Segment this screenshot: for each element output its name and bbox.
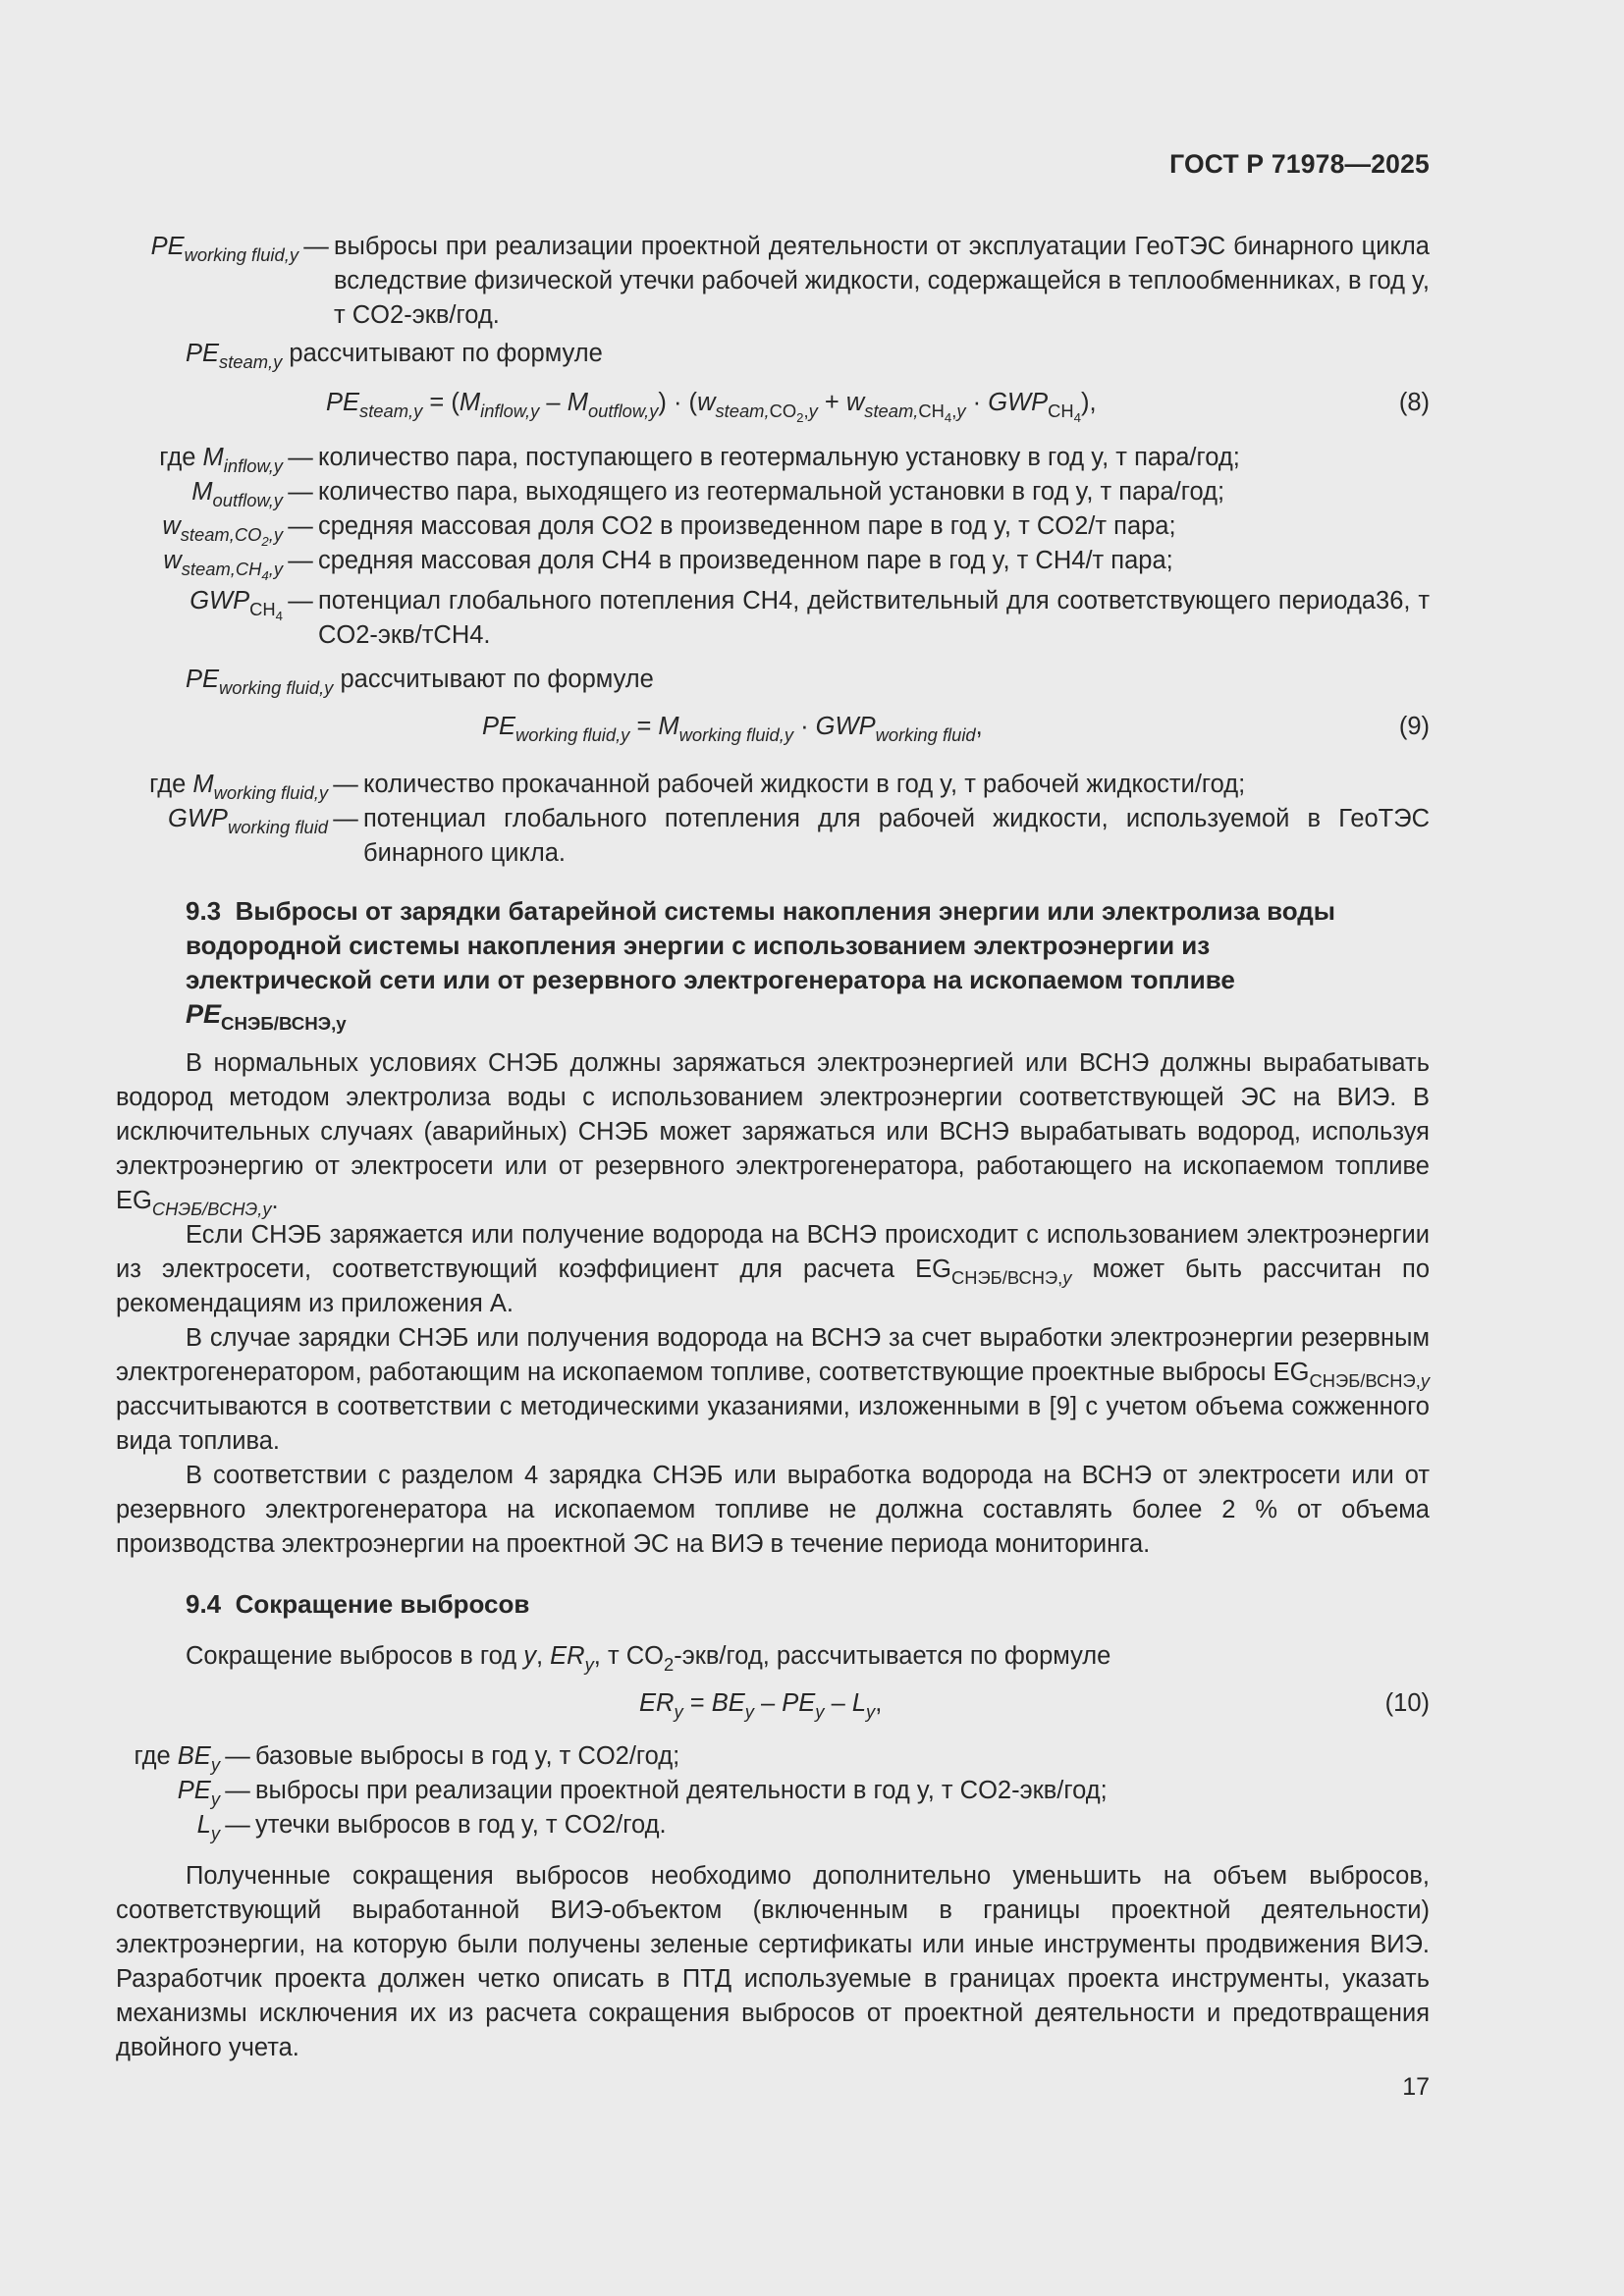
definition-row xyxy=(116,584,1430,653)
calc-intro-text: рассчитывают по формуле xyxy=(289,340,603,367)
section-number: 9.4 xyxy=(186,1589,222,1619)
definition-list-formula-10 xyxy=(116,1739,1430,1842)
calc-intro-working-fluid: $PE_{working fluid,y}$ рассчитывают по формуле xyxy=(186,666,654,698)
definition-term: $w_{steam,CH_4,y}$ xyxy=(163,547,283,583)
definition-term: $GWP_{CH_4}$ xyxy=(189,587,283,623)
definition-dash: — xyxy=(333,771,358,798)
where-label: где xyxy=(149,771,187,798)
where-label: где xyxy=(159,444,196,471)
paragraph: Если СНЭБ заряжается или получение водорода на ВСНЭ происходит с использованием электроэнергии из электросети, соответствующий коэффициент для расчета $EG_{СНЭБ/ВСНЭ,y}$ может быть рассчитан по рекомендациям из приложения А. xyxy=(116,1221,1431,1317)
definition-list-top xyxy=(116,230,1430,333)
formula-8 xyxy=(116,386,1430,423)
definition-description: выбросы при реализации проектной деятельности от эксплуатации ГеоТЭС бинарного цикла вследствие физической утечки рабочей жидкости, содержащейся в теплообменниках, в год y, т CO2-экв/год. xyxy=(334,233,1430,329)
definition-description: выбросы при реализации проектной деятельности в год y, т CO2-экв/год; xyxy=(255,1777,1108,1804)
definition-term: где $M_{inflow,y}$ xyxy=(159,444,283,476)
calc-intro-text: рассчитывают по формуле xyxy=(340,666,654,693)
definition-row xyxy=(116,802,1430,871)
formula-10 xyxy=(116,1686,1430,1724)
definition-dash: — xyxy=(288,478,313,506)
er-intro: Сокращение выбросов в год y, $ER_y$, т $CO_2-экв$/год, рассчитывается по формуле xyxy=(186,1642,1111,1675)
definition-description: средняя массовая доля CO2 в произведенном паре в год y, т CO2/т пара; xyxy=(318,512,1176,540)
definition-dash: — xyxy=(225,1777,250,1804)
definition-term: где $M_{working fluid,y}$ xyxy=(149,771,328,803)
definition-term: $L_y$ xyxy=(196,1811,220,1843)
calc-intro-steam: $PE_{steam,y}$ рассчитывают по формуле xyxy=(186,340,603,372)
section-9-3-heading: 9.3 Выбросы от зарядки батарейной системы накопления энергии или электролиза воды водородной системы накопления энергии с использованием электроэнергии из электрической сети или от резервного электрогенератора на ископаемом топливе $PE_{СНЭБ/ВСНЭ,y}$ xyxy=(186,896,1335,1035)
formula-9-number: (9) xyxy=(1398,713,1430,740)
definition-description: потенциал глобального потепления для рабочей жидкости, используемой в ГеоТЭС бинарного цикла. xyxy=(363,805,1430,867)
paragraph: В нормальных условиях СНЭБ должны заряжаться электроэнергией или ВСНЭ должны вырабатывать водород методом электролиза воды с использованием электроэнергии соответствующей ЭС на ВИЭ. В исключительных случаях (аварийных) СНЭБ может заряжаться или ВСНЭ вырабатывать водород, используя электроэнергию от электросети или от резервного электрогенератора, работающего на ископаемом топливе $EG_{СНЭБ/ВСНЭ,y}$. xyxy=(116,1049,1430,1219)
definition-term: $M_{outflow,y}$ xyxy=(191,478,283,510)
definition-row xyxy=(116,509,1430,549)
definition-row xyxy=(116,1739,1430,1774)
definition-list-formula-9 xyxy=(116,768,1430,871)
definition-term: $PE_{working fluid,y}$ xyxy=(150,233,298,265)
definition-term: $GWP_{working fluid}$ xyxy=(168,805,328,837)
definition-description: количество пара, выходящего из геотермальной установки в год y, т пара/год; xyxy=(318,478,1225,506)
formula-10-number: (10) xyxy=(1384,1689,1430,1717)
formula-9 xyxy=(116,710,1430,747)
definition-description: средняя массовая доля CH4 в произведенном паре в год y, т CH4/т пара; xyxy=(318,547,1173,574)
definition-dash: — xyxy=(225,1742,250,1770)
definition-term: $w_{steam,CO_2,y}$ xyxy=(162,512,283,549)
formula-9-expression: $PE_{working fluid,y} = M_{working fluid,y} \cdot GWP_{working fluid}$, xyxy=(482,713,983,745)
definition-dash: — xyxy=(225,1811,250,1839)
section-title: Выбросы от зарядки батарейной системы накопления энергии или электролиза воды водородной системы накопления энергии с использованием электроэнергии из электрической сети или от резервного электрогенератора на ископаемом топливе xyxy=(186,896,1335,994)
section-number: 9.3 xyxy=(186,896,222,926)
definition-dash: — xyxy=(303,233,329,260)
definition-description: утечки выбросов в год y, т CO2/год. xyxy=(255,1811,667,1839)
definition-term: где $BE_y$ xyxy=(134,1742,220,1775)
where-label: где xyxy=(134,1742,171,1770)
document-page xyxy=(116,0,1430,2296)
definition-row xyxy=(116,768,1430,802)
formula-8-expression: $PE_{steam,y} = (M_{inflow,y} - M_{outflow,y}) \cdot (w_{steam,CO_2,y} + w_{steam,CH_4,y} \cdot GWP_{CH_4})$, xyxy=(326,389,1097,425)
paragraph: В соответствии с разделом 4 зарядка СНЭБ или выработка водорода на ВСНЭ от электросети или от резервного электрогенератора на ископаемом топливе не должна составлять более 2 % от объема производства электроэнергии на проектной ЭС на ВИЭ в течение периода мониторинга. xyxy=(116,1462,1430,1558)
definition-dash: — xyxy=(288,587,313,614)
definition-dash: — xyxy=(288,444,313,471)
formula-8-number: (8) xyxy=(1398,389,1430,416)
page-number: 17 xyxy=(1402,2073,1430,2101)
final-paragraph: Полученные сокращения выбросов необходимо дополнительно уменьшить на объем выбросов, соответствующий выработанной ВИЭ-объектом (включенным в границы проектной деятельности) электроэнергии, на которую были получены зеленые сертификаты или иные инструменты продвижения ВИЭ. Разработчик проекта должен четко описать в ПТД используемые в границах проекта инструменты, указать механизмы исключения их из расчета сокращения выбросов от проектной деятельности и предотвращения двойного учета. xyxy=(116,1862,1430,2061)
formula-10-expression: $ER_y = BE_y - PE_y - L_y$, xyxy=(639,1689,883,1722)
definition-row xyxy=(116,441,1430,475)
section-title: Сокращение выбросов xyxy=(235,1589,530,1619)
definition-row xyxy=(116,1774,1430,1808)
section-9-3-body xyxy=(116,1046,1430,1562)
definition-description: количество пара, поступающего в геотермальную установку в год y, т пара/год; xyxy=(318,444,1240,471)
definition-term: $PE_y$ xyxy=(177,1777,220,1809)
definition-description: базовые выбросы в год y, т CO2/год; xyxy=(255,1742,680,1770)
definition-row xyxy=(116,1808,1430,1842)
definition-dash: — xyxy=(333,805,358,832)
definition-description: количество прокачанной рабочей жидкости в год y, т рабочей жидкости/год; xyxy=(363,771,1246,798)
definition-dash: — xyxy=(288,547,313,574)
definition-row xyxy=(116,230,1430,333)
definition-row xyxy=(116,475,1430,509)
section-symbol-subscript: СНЭБ/ВСНЭ,y xyxy=(221,1013,347,1035)
definition-dash: — xyxy=(288,512,313,540)
definition-list-formula-8 xyxy=(116,441,1430,653)
section-9-4-heading xyxy=(116,1587,1430,1622)
definition-description: потенциал глобального потепления CH4, действительный для соответствующего периода36, т CO2-экв/тCH4. xyxy=(318,587,1430,649)
paragraph: В случае зарядки СНЭБ или получения водорода на ВСНЭ за счет выработки электроэнергии резервным электрогенератором, работающим на ископаемом топливе, соответствующие проектные выбросы $EG_{СНЭБ/ВСНЭ,y}$ рассчитываются в соответствии с методическими указаниями, изложенными в [9] с учетом объема сожженного вида топлива. xyxy=(116,1324,1430,1455)
standard-header: ГОСТ Р 71978—2025 xyxy=(1169,149,1430,179)
definition-row xyxy=(116,544,1430,583)
